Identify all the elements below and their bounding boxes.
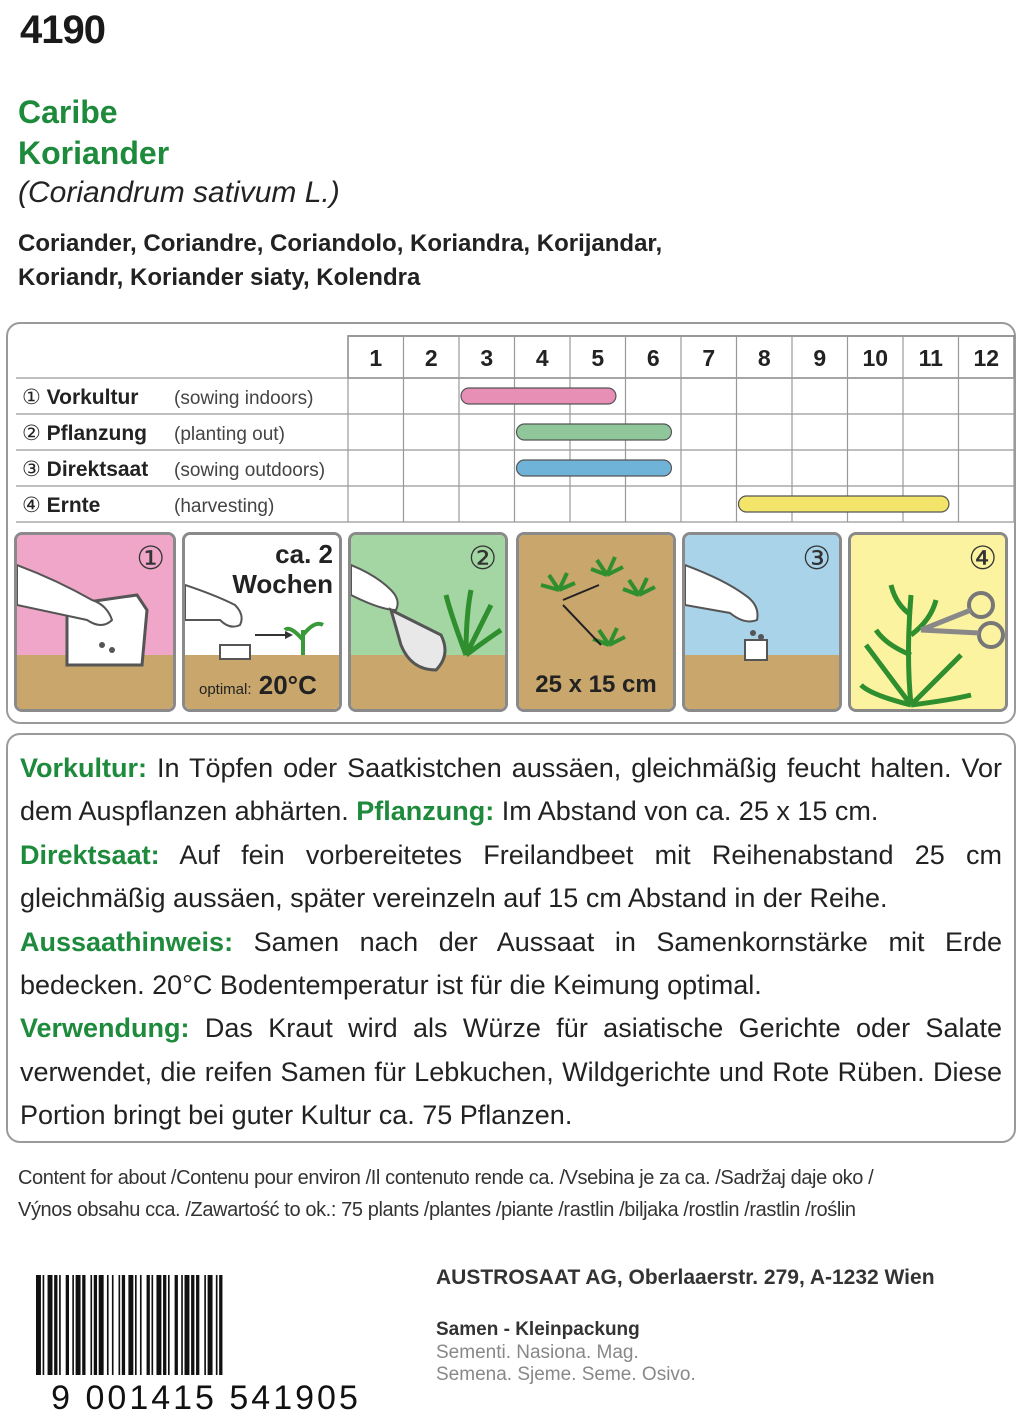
calendar-bar <box>517 424 672 440</box>
panel-sowing-indoors <box>14 532 176 712</box>
package-type: Samen - Kleinpackung <box>436 1319 640 1340</box>
verwendung-label: Verwendung: <box>20 1013 190 1044</box>
calendar-bar <box>739 496 949 512</box>
panel-1-number: ① <box>136 540 165 576</box>
sowing-calendar <box>6 322 1016 724</box>
optimal-label: optimal: <box>199 681 252 698</box>
direktsaat-label: Direktsaat: <box>20 839 160 870</box>
panel-planting-out <box>348 532 508 712</box>
month-label: 6 <box>646 345 660 371</box>
month-label: 8 <box>757 345 771 371</box>
panel-4-number: ④ <box>968 540 997 576</box>
germination-time-unit: Wochen <box>232 569 333 599</box>
package-type-translations-1: Sementi. Nasiona. Mag. <box>436 1342 639 1363</box>
panel-germination <box>182 532 342 712</box>
translations-line-1: Coriander, Coriandre, Coriandolo, Koriandra, Korijandar, <box>18 230 663 257</box>
vorkultur-label: Vorkultur: <box>20 753 147 783</box>
calendar-row-label: ① Vorkultur <box>22 386 139 409</box>
calendar-row-sublabel: (planting out) <box>174 424 285 445</box>
panel-3-number: ③ <box>802 540 831 576</box>
barcode-number: 9 001415 541905 <box>51 1379 361 1415</box>
pflanzung-label: Pflanzung: <box>356 796 495 827</box>
spacing-label: 25 x 15 cm <box>535 671 657 698</box>
direktsaat-text: Auf fein vorbereitetes Freilandbeet mit Reihenabstand 25 cm gleichmäßig aussäen, später vereinzeln auf 15 cm Abstand in der Reihe. <box>20 839 1002 914</box>
description-text <box>20 747 1002 1138</box>
description-box <box>6 733 1016 1143</box>
verwendung-text: Das Kraut wird als Würze für asiatische Gerichte oder Salate verwendet, die reifen Samen für Lebkuchen, Wildgerichte und Rote Rüben. Diese Portion bringt bei guter Kultur ca. 75 Pflanzen. <box>20 1013 1002 1131</box>
month-label: 10 <box>862 345 889 371</box>
panel-harvesting <box>848 532 1008 712</box>
content-line-1: Content for about /Contenu pour environ /Il contenuto rende ca. /Vsebina je za ca. /Sadržaj daje oko / <box>18 1167 874 1189</box>
product-code: 4190 <box>20 8 105 52</box>
month-label: 12 <box>973 345 1000 371</box>
barcode-bars <box>36 1275 222 1375</box>
variety-name: Caribe <box>18 94 118 130</box>
month-label: 2 <box>424 345 438 371</box>
aussaathinweis-text: Samen nach der Aussaat in Samenkornstärke mit Erde bedecken. 20°C Bodentemperatur ist für die Keimung optimal. <box>20 926 1002 1001</box>
calendar-row-sublabel: (sowing indoors) <box>174 388 314 409</box>
calendar-row-sublabel: (sowing outdoors) <box>174 460 326 481</box>
product-name: Koriander <box>18 135 170 171</box>
calendar-row-sublabel: (harvesting) <box>174 496 275 517</box>
calendar-bar <box>517 460 672 476</box>
optimal-temperature <box>199 670 317 701</box>
barcode <box>6 1275 406 1415</box>
panel-spacing <box>516 532 676 712</box>
company-address: AUSTROSAAT AG, Oberlaaerstr. 279, A-1232 Wien <box>436 1266 935 1289</box>
month-label: 3 <box>480 345 494 371</box>
calendar-row-label: ② Pflanzung <box>22 422 147 445</box>
month-label: 11 <box>918 345 943 371</box>
calendar-grid <box>8 324 1016 524</box>
calendar-bar <box>461 388 616 404</box>
content-line-2: Výnos obsahu cca. /Zawartość to ok.: 75 plants /plantes /piante /rastlin /biljaka /rostlin /rastlin /roślin <box>18 1199 856 1221</box>
optimal-temp-value: 20°C <box>258 670 317 700</box>
germination-time <box>232 539 333 599</box>
panel-2-number: ② <box>468 540 497 576</box>
package-type-translations-2: Semena. Sjeme. Seme. Osivo. <box>436 1364 696 1385</box>
latin-name: (Coriandrum sativum L.) <box>18 176 340 209</box>
pflanzung-text: Im Abstand von ca. 25 x 15 cm. <box>494 796 879 827</box>
month-label: 9 <box>813 345 827 371</box>
calendar-row-label: ③ Direktsaat <box>22 458 149 481</box>
aussaathinweis-label: Aussaathinweis: <box>20 926 234 957</box>
vorkultur-text: In Töpfen oder Saatkistchen aussäen, gleichmäßig feucht halten. Vor dem Auspflanzen abhärten. <box>20 753 1002 827</box>
translations-line-2: Koriandr, Koriander siaty, Kolendra <box>18 264 421 291</box>
calendar-row-label: ④ Ernte <box>22 494 101 517</box>
month-label: 4 <box>535 345 549 371</box>
germination-time-value: ca. 2 <box>275 539 333 569</box>
month-label: 7 <box>702 345 716 371</box>
month-label: 5 <box>591 345 605 371</box>
panel-sowing-outdoors <box>682 532 842 712</box>
month-label: 1 <box>369 345 383 371</box>
